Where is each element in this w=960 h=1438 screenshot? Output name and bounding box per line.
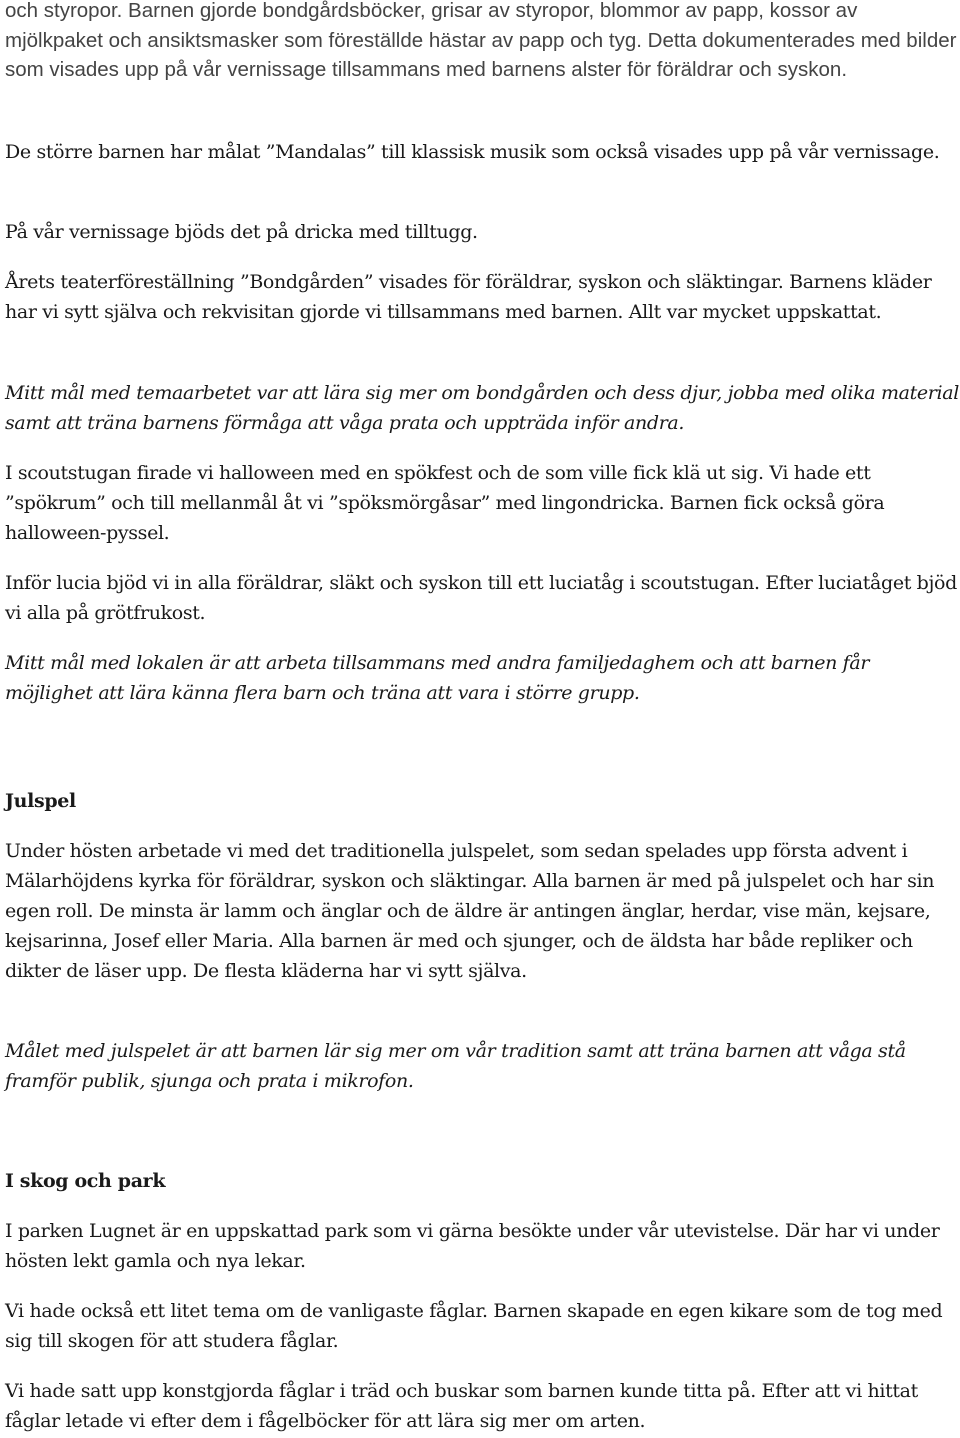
heading-julspel: Julspel [5,790,76,812]
paragraph-vernissage-snacks: På vår vernissage bjöds det på dricka med tilltugg. [5,221,478,243]
paragraph-julspel: Under hösten arbetade vi med det traditionella julspelet, som sedan spelades upp första advent i Mälarhöjdens kyrka för föräldrar, syskon och släktingar. Alla barnen är med på julspelet och har sin egen roll. De minsta är lamm och änglar och de äldre är antingen änglar, herdar, vise män, kejsare, kejsarinna, Josef eller Maria. Alla barnen är med och sjunger, och de äldsta har både repliker och dikter de läser upp. De flesta kläderna har vi sytt själva. [5,840,935,982]
paragraph-julspel-goal: Målet med julspelet är att barnen lär sig mer om vår tradition samt att träna barnen att våga stå framför publik, sjunga och prata i mikrofon. [5,1040,906,1092]
paragraph-mandalas: De större barnen har målat ”Mandalas” till klassisk musik som också visades upp på vår vernissage. [5,141,940,163]
paragraph-farm-crafts: och styropor. Barnen gjorde bondgårdsböcker, grisar av styropor, blommor av papp, kossor av mjölkpaket och ansiktsmasker som föreställde hästar av papp och tyg. Detta dokumenterades med bilder som visades upp på vår vernissage tillsammans med barnens alster för föräldrar och syskon. [5,0,957,81]
heading-skog-och-park: I skog och park [5,1170,166,1192]
paragraph-theater: Årets teaterföreställning ”Bondgården” visades för föräldrar, syskon och släktingar. Barnens kläder har vi sytt själva och rekvisitan gjorde vi tillsammans med barnen. Allt var mycket uppskattat. [5,271,932,323]
paragraph-lucia: Inför lucia bjöd vi in alla föräldrar, släkt och syskon till ett luciatåg i scoutstugan. Efter luciatåget bjöd vi alla på grötfrukost. [5,572,957,624]
paragraph-artificial-birds: Vi hade satt upp konstgjorda fåglar i träd och buskar som barnen kunde titta på. Efter att vi hittat fåglar letade vi efter dem i fågelböcker för att lära sig mer om arten. [5,1380,918,1432]
paragraph-premises-goal: Mitt mål med lokalen är att arbeta tillsammans med andra familjedaghem och att barnen får möjlighet att lära känna flera barn och träna att vara i större grupp. [5,652,870,704]
paragraph-bird-theme: Vi hade också ett litet tema om de vanligaste fåglar. Barnen skapade en egen kikare som de tog med sig till skogen för att studera fåglar. [5,1300,943,1352]
paragraph-park-lugnet: I parken Lugnet är en uppskattad park som vi gärna besökte under vår utevistelse. Där har vi under hösten lekt gamla och nya lekar. [5,1220,940,1272]
paragraph-theme-goal: Mitt mål med temaarbetet var att lära sig mer om bondgården och dess djur, jobba med olika material samt att träna barnens förmåga att våga prata och uppträda inför andra. [5,382,959,434]
paragraph-halloween: I scoutstugan firade vi halloween med en spökfest och de som ville fick klä ut sig. Vi hade ett ”spökrum” och till mellanmål åt vi ”spöksmörgåsar” med lingondricka. Barnen fick också göra halloween-pyssel. [5,462,885,544]
